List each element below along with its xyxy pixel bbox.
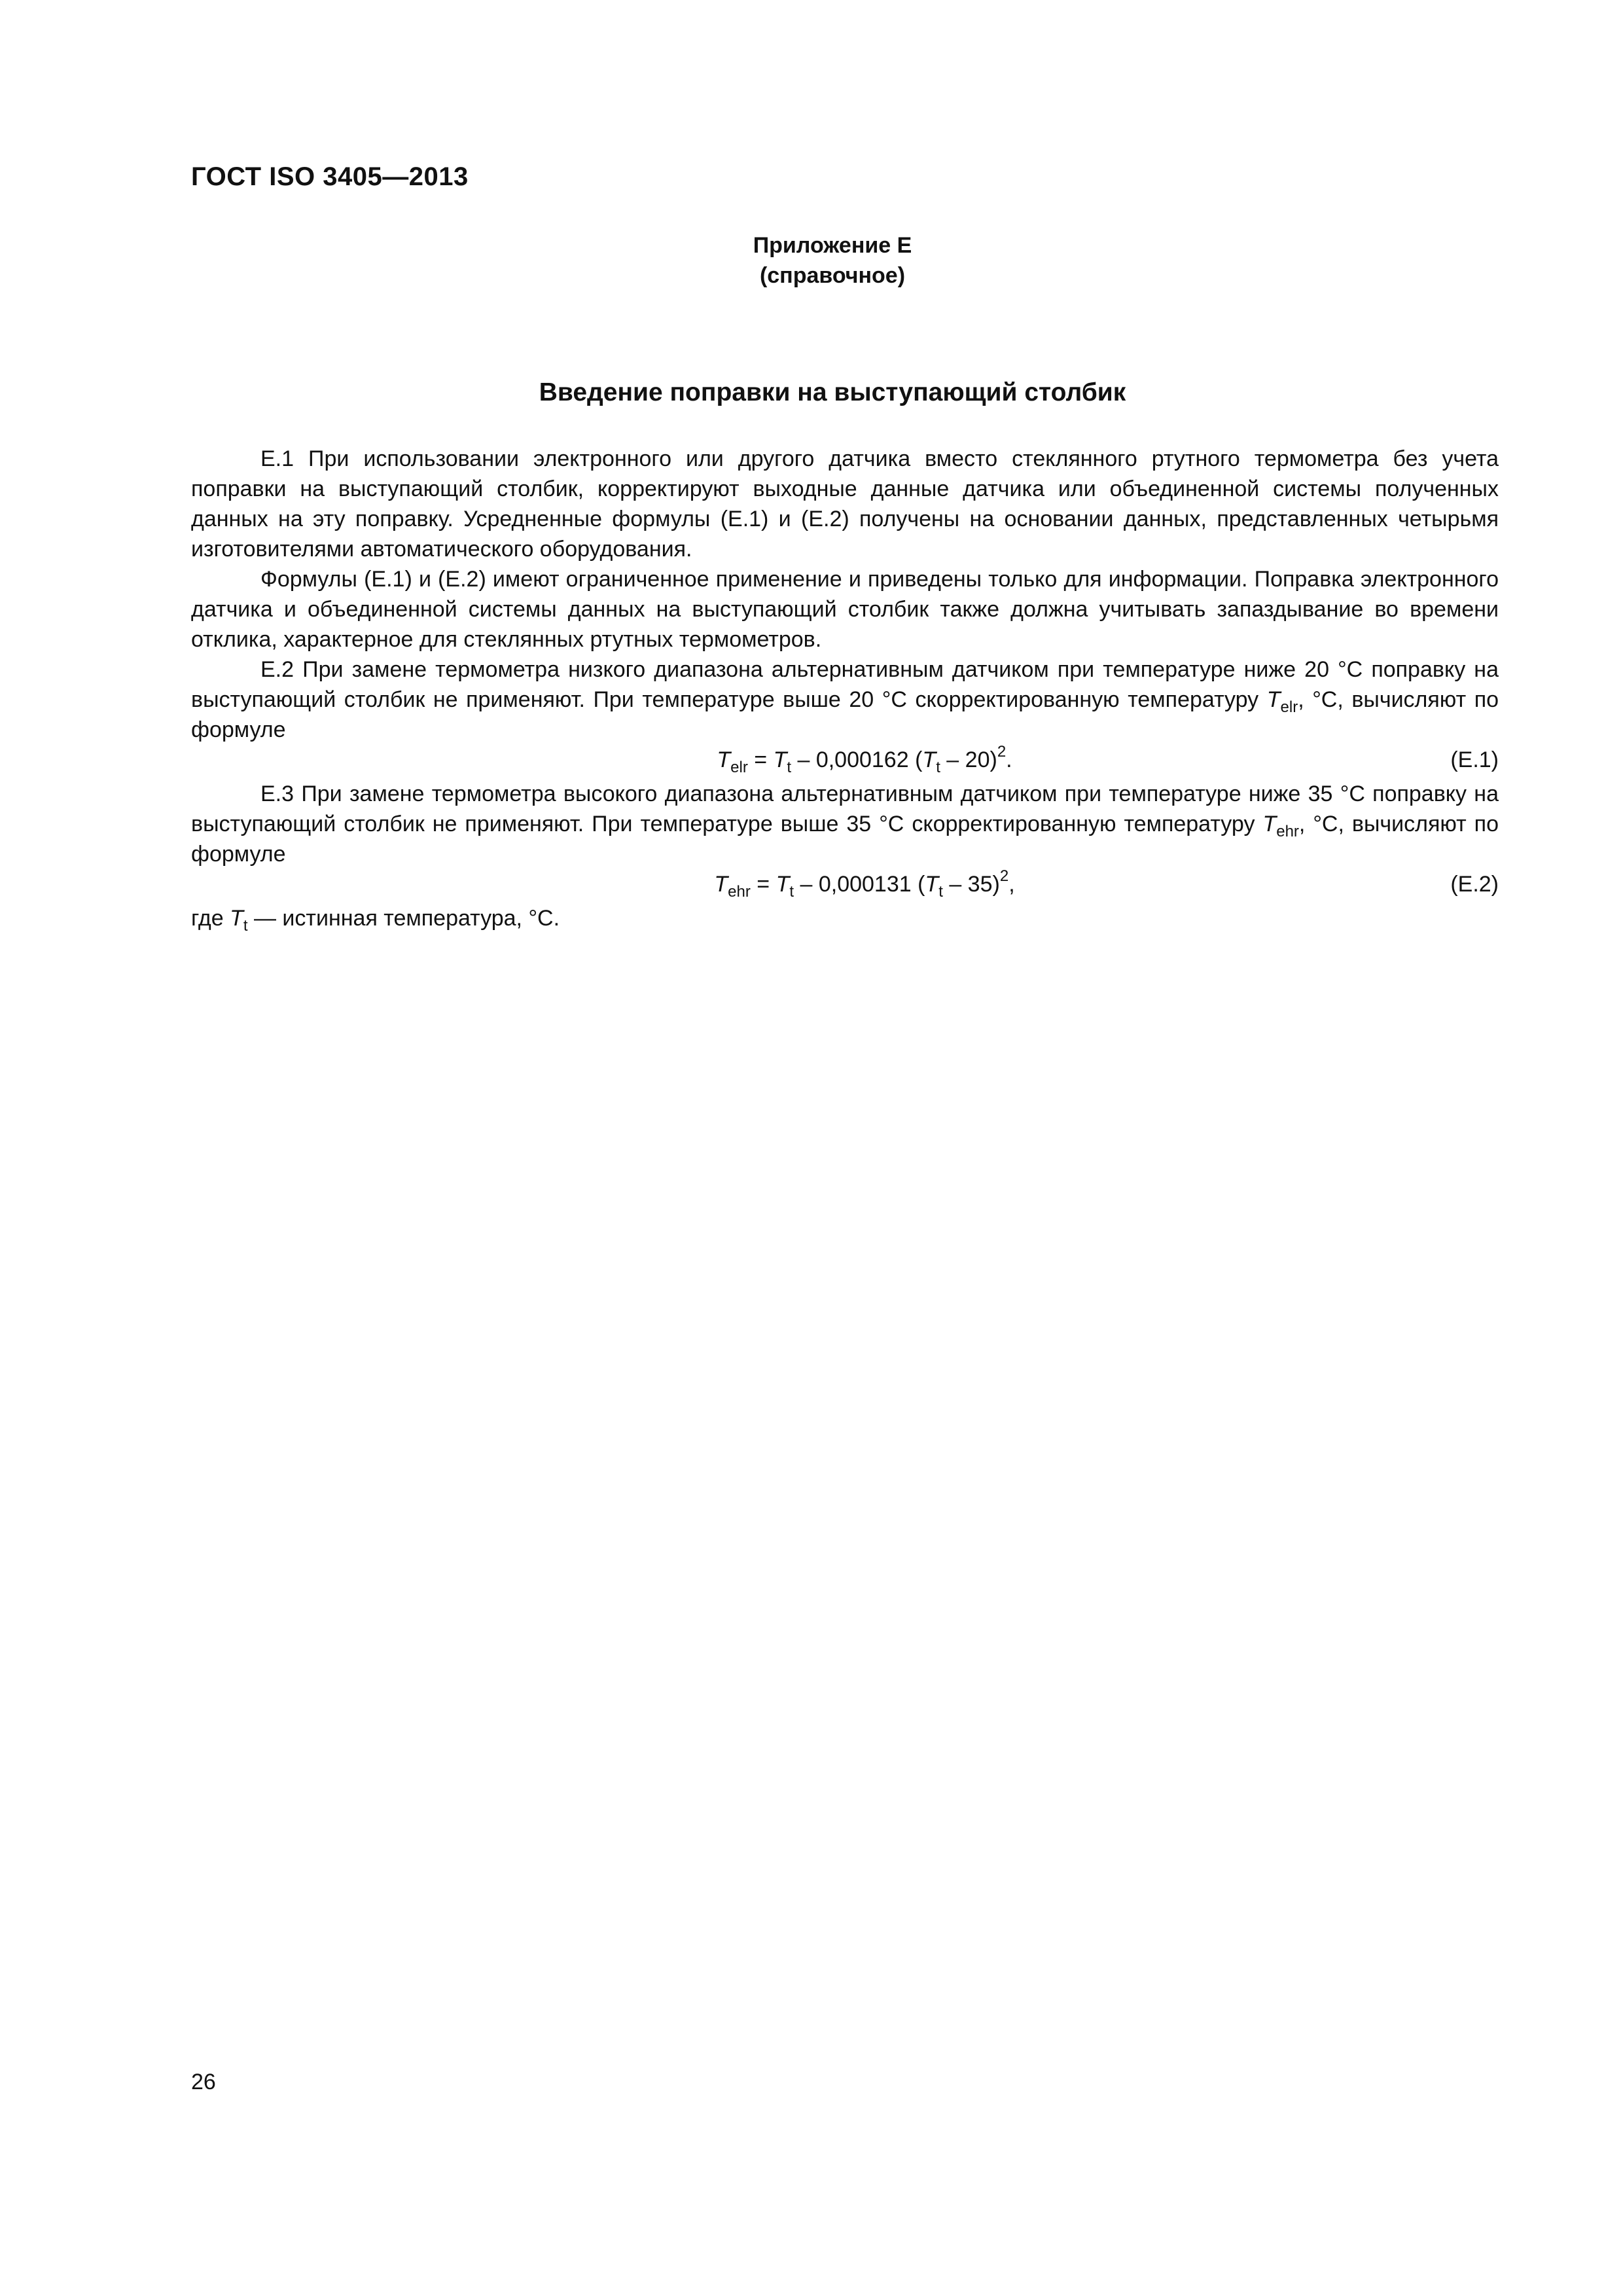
- page-number: 26: [191, 2070, 216, 2094]
- paragraph-formulas-note: Формулы (Е.1) и (Е.2) имеют ограниченное применение и приведены только для информации. Поправка электронного датчика и объединенной системы данных на выступающий столбик также должна учитывать запаздывание во времени отклика, характерное для стеклянных ртутных термометров.: [191, 567, 1499, 652]
- formula-power: 2: [997, 743, 1007, 761]
- where-prefix: где: [191, 906, 224, 931]
- formula-sub: t: [789, 883, 794, 901]
- formula-e1-number: (Е.1): [1450, 747, 1499, 772]
- document-code: ГОСТ ISO 3405—2013: [191, 162, 469, 191]
- formula-e2: [191, 869, 1499, 899]
- formula-equals: =: [750, 872, 776, 897]
- formula-coefficient: – 0,000131 (: [794, 872, 925, 897]
- formula-e1: [191, 745, 1499, 775]
- formula-power: 2: [999, 867, 1009, 885]
- symbol-t: T: [1266, 687, 1281, 712]
- paragraph-e3-text: Е.3 При замене термометра высокого диапазона альтернативным датчиком при температуре ниже 35 °С поправку на выступающий столбик не применяют. При температуре выше 35 °С скорректированную температуру: [191, 781, 1499, 836]
- formula-sub: ehr: [728, 883, 751, 901]
- paragraph-e2: [191, 655, 1499, 745]
- paragraph-e1: Е.1 При использовании электронного или другого датчика вместо стеклянного ртутного термометра без учета поправки на выступающий столбик, корректируют выходные данные датчика или объединенной системы полученных данных на эту поправку. Усредненные формулы (Е.1) и (Е.2) получены на основании данных, представленных четырьмя изготовителями автоматического оборудования.: [191, 446, 1499, 562]
- formula-coefficient: – 0,000162 (: [791, 747, 923, 772]
- formula-symbol: T: [925, 872, 939, 897]
- appendix-type: (справочное): [759, 263, 906, 288]
- symbol-sub-elr: elr: [1280, 698, 1298, 716]
- formula-e2-number: (Е.2): [1450, 872, 1499, 897]
- where-text: — истинная температура, °С.: [247, 906, 560, 931]
- symbol-sub-t: t: [243, 917, 248, 935]
- formula-tail: – 35): [942, 872, 1000, 897]
- formula-symbol: T: [714, 872, 728, 897]
- section-title: Введение поправки на выступающий столбик: [539, 378, 1126, 406]
- formula-tail: – 20): [940, 747, 997, 772]
- paragraph-e2-tail: , °С, вычисляют по формуле: [191, 687, 1499, 742]
- symbol-t: T: [230, 906, 243, 931]
- formula-symbol: T: [773, 747, 787, 772]
- paragraph-e3: [191, 779, 1499, 869]
- formula-e1-row: [191, 745, 1499, 779]
- formula-symbol: T: [922, 747, 936, 772]
- paragraph-e3-tail: , °С, вычисляют по формуле: [191, 812, 1499, 867]
- symbol-t: T: [1262, 812, 1277, 836]
- formula-sub: t: [787, 759, 792, 776]
- formula-sub: t: [938, 883, 943, 901]
- formula-end: ,: [1008, 872, 1015, 897]
- formula-sub: elr: [730, 759, 748, 776]
- formula-e2-row: [191, 869, 1499, 903]
- formula-end: .: [1006, 747, 1012, 772]
- formula-symbol: T: [776, 872, 790, 897]
- paragraph-e2-text: Е.2 При замене термометра низкого диапазона альтернативным датчиком при температуре ниже 20 °С поправку на выступающий столбик не применяют. При температуре выше 20 °С скорректированную температуру: [191, 657, 1499, 712]
- symbol-sub-ehr: ehr: [1276, 823, 1299, 840]
- body-text: [191, 444, 1499, 933]
- formula-equals: =: [747, 747, 774, 772]
- appendix-title: Приложение Е: [753, 233, 912, 258]
- where-clause: [191, 903, 1499, 933]
- formula-symbol: T: [717, 747, 731, 772]
- formula-sub: t: [936, 759, 940, 776]
